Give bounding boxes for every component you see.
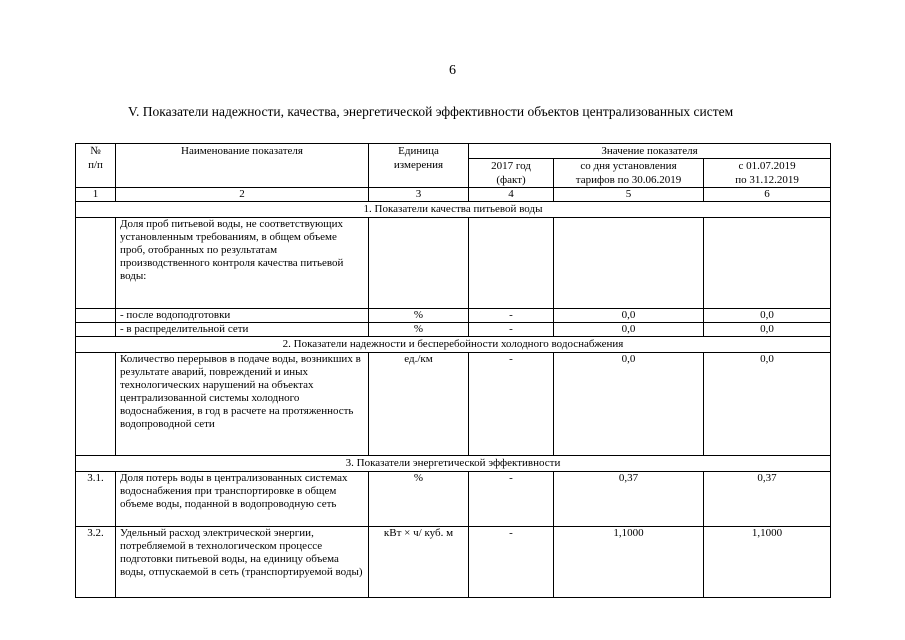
header-value-group: Значение показателя [469,144,831,159]
table-row [76,309,831,323]
table-row [76,353,831,456]
group2-title: 2. Показатели надежности и бесперебойности холодного водоснабжения [76,337,831,353]
column-number: 5 [554,188,704,202]
column-number: 4 [469,188,554,202]
row-name: Количество перерывов в подаче воды, возникших в результате аварий, повреждений и иных технологических нарушений на объектах централизованной системы холодного водоснабжения, в год в расчете на протяженность водопроводной сети [116,353,369,456]
group1-title: 1. Показатели качества питьевой воды [76,202,831,218]
row-num [76,218,116,309]
row-value-2017: - [469,309,554,323]
row-name: - в распределительной сети [116,323,369,337]
row-name: Удельный расход электрической энергии, потребляемой в технологическом процессе подготовки питьевой воды, на единицу объема воды, отпускаемой в сеть (транспортируемой воды) [116,527,369,598]
row-name: - после водоподготовки [116,309,369,323]
group3-title: 3. Показатели энергетической эффективности [76,456,831,472]
row-value-period1: 0,37 [554,472,704,527]
column-number: 3 [369,188,469,202]
row-value-2017: - [469,527,554,598]
row-value-period1: 0,0 [554,309,704,323]
header-name: Наименование показателя [116,144,369,188]
row-value-period2: 0,37 [704,472,831,527]
row-name: Доля потерь воды в централизованных системах водоснабжения при транспортировке в общем объеме воды, поданной в водопроводную сеть [116,472,369,527]
row-unit: % [369,309,469,323]
group-title-row [76,337,831,353]
column-number: 2 [116,188,369,202]
header-num: № п/п [76,144,116,188]
row-num: 3.2. [76,527,116,598]
header-unit: Единица измерения [369,144,469,188]
row-value-2017: - [469,323,554,337]
table-row [76,218,831,309]
row-value-period2: 0,0 [704,353,831,456]
row-value-2017: - [469,353,554,456]
row-unit: % [369,472,469,527]
group-title-row [76,456,831,472]
page-number: 6 [449,63,456,78]
row-name: Доля проб питьевой воды, не соответствующих установленным требованиям, в общем объеме проб, отобранных по результатам производственного контроля качества питьевой воды: [116,218,369,309]
row-value-period2: 0,0 [704,309,831,323]
row-unit: % [369,323,469,337]
row-value-2017: - [469,472,554,527]
row-value-period1: 0,0 [554,353,704,456]
row-value-period2: 1,1000 [704,527,831,598]
row-value-period1: 1,1000 [554,527,704,598]
column-numbers-row [76,188,831,202]
indicators-table [75,143,831,598]
header-col-period2: с 01.07.2019 по 31.12.2019 [704,159,831,188]
section-title: V. Показатели надежности, качества, энергетической эффективности объектов централизованных систем [128,104,734,119]
table-header-row-1 [76,144,831,159]
row-unit: ед./км [369,353,469,456]
table-row [76,323,831,337]
header-col-period1: со дня установления тарифов по 30.06.2019 [554,159,704,188]
header-col-2017: 2017 год (факт) [469,159,554,188]
row-num [76,353,116,456]
row-num: 3.1. [76,472,116,527]
column-number: 1 [76,188,116,202]
table-row [76,472,831,527]
row-value-period2: 0,0 [704,323,831,337]
table-row [76,527,831,598]
row-unit: кВт × ч/ куб. м [369,527,469,598]
column-number: 6 [704,188,831,202]
row-value-period1: 0,0 [554,323,704,337]
group-title-row [76,202,831,218]
